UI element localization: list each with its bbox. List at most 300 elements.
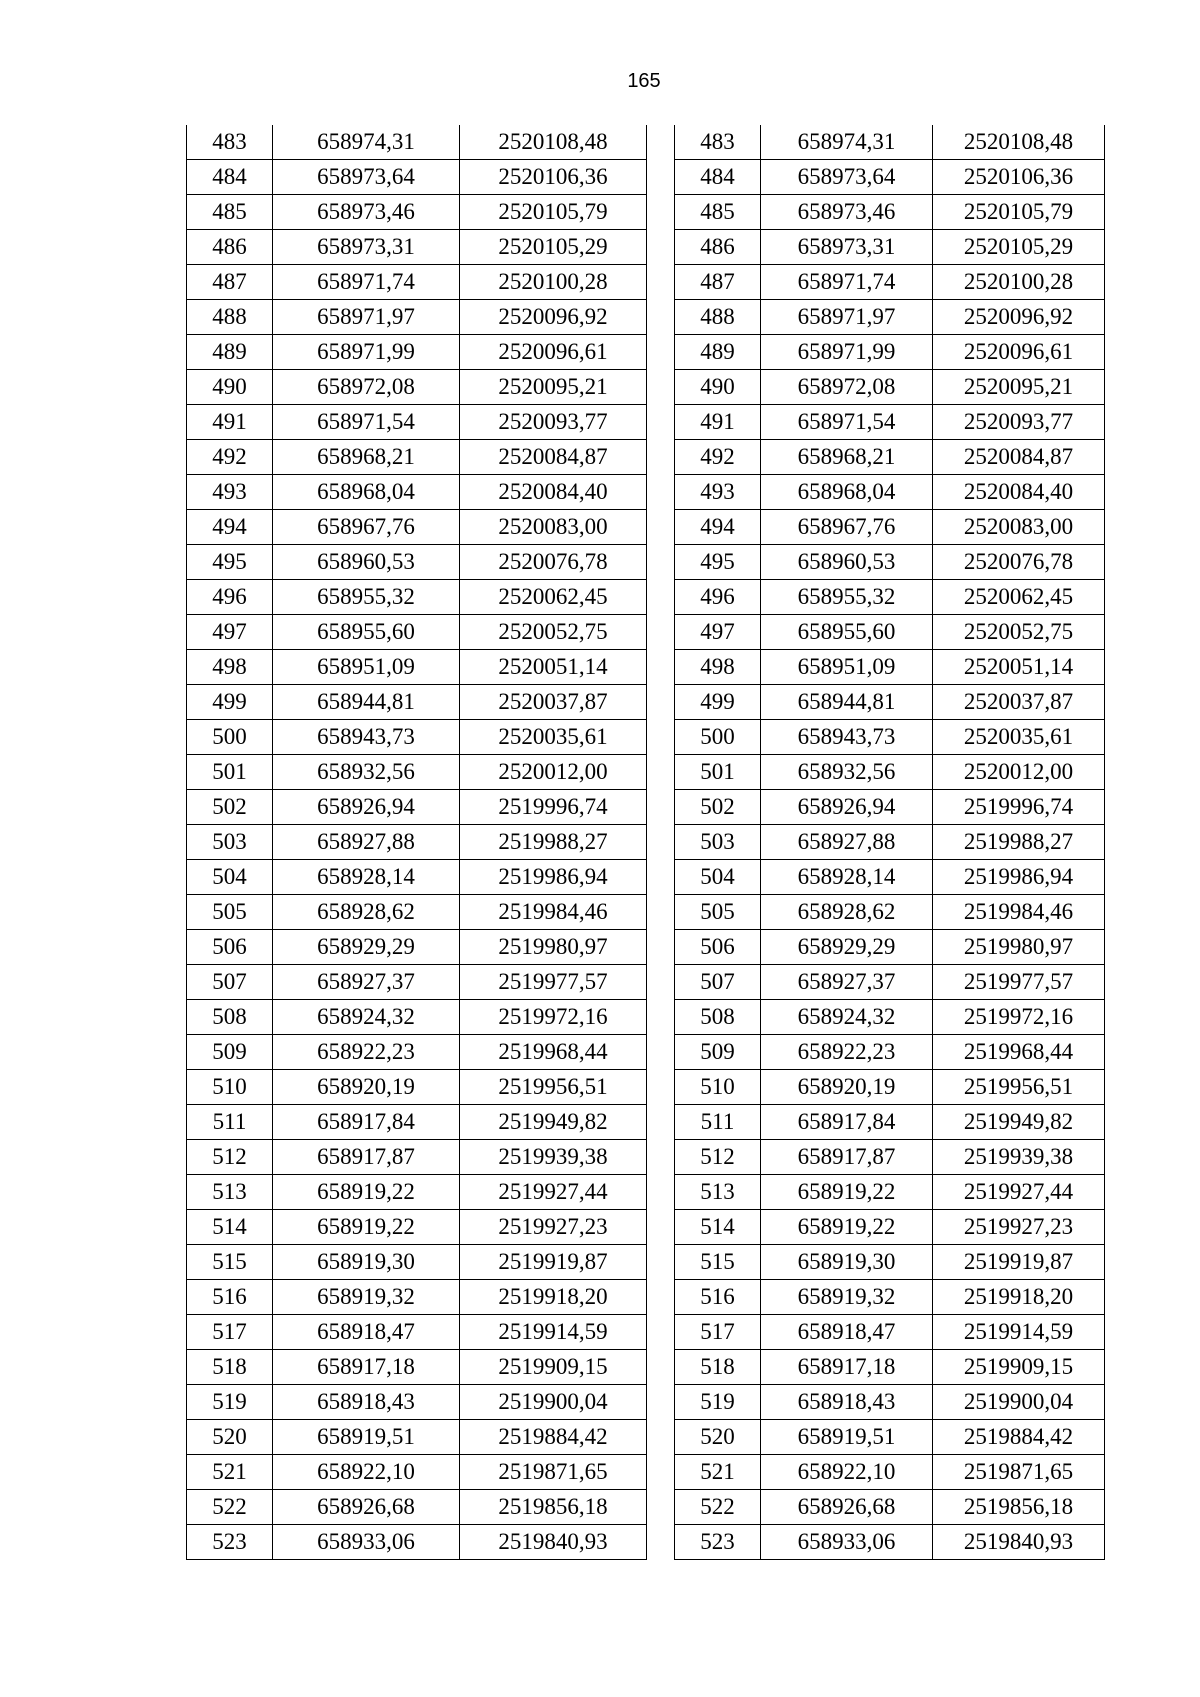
point-number-cell: 501 <box>187 755 273 790</box>
y-coordinate-cell: 2519972,16 <box>460 1000 647 1035</box>
y-coordinate-cell: 2520076,78 <box>460 545 647 580</box>
x-coordinate-cell: 658919,30 <box>761 1245 933 1280</box>
point-number-cell: 511 <box>187 1105 273 1140</box>
point-number-cell: 520 <box>187 1420 273 1455</box>
point-number-cell: 502 <box>187 790 273 825</box>
x-coordinate-cell: 658971,99 <box>761 335 933 370</box>
table-row <box>187 370 647 405</box>
point-number-cell: 518 <box>187 1350 273 1385</box>
y-coordinate-cell: 2519956,51 <box>933 1070 1105 1105</box>
point-number-cell: 512 <box>675 1140 761 1175</box>
x-coordinate-cell: 658926,68 <box>761 1490 933 1525</box>
point-number-cell: 523 <box>187 1525 273 1560</box>
point-number-cell: 515 <box>187 1245 273 1280</box>
y-coordinate-cell: 2520084,40 <box>460 475 647 510</box>
point-number-cell: 488 <box>187 300 273 335</box>
point-number-cell: 492 <box>187 440 273 475</box>
point-number-cell: 483 <box>187 125 273 160</box>
x-coordinate-cell: 658972,08 <box>273 370 460 405</box>
table-row <box>187 685 647 720</box>
table-row <box>187 1280 647 1315</box>
table-row <box>675 1420 1105 1455</box>
point-number-cell: 483 <box>675 125 761 160</box>
table-row <box>187 230 647 265</box>
x-coordinate-cell: 658973,64 <box>761 160 933 195</box>
x-coordinate-cell: 658967,76 <box>273 510 460 545</box>
point-number-cell: 500 <box>187 720 273 755</box>
y-coordinate-cell: 2519884,42 <box>933 1420 1105 1455</box>
x-coordinate-cell: 658917,84 <box>273 1105 460 1140</box>
point-number-cell: 509 <box>187 1035 273 1070</box>
y-coordinate-cell: 2519939,38 <box>460 1140 647 1175</box>
x-coordinate-cell: 658928,14 <box>273 860 460 895</box>
x-coordinate-cell: 658922,10 <box>273 1455 460 1490</box>
x-coordinate-cell: 658919,32 <box>761 1280 933 1315</box>
y-coordinate-cell: 2519871,65 <box>933 1455 1105 1490</box>
y-coordinate-cell: 2519927,23 <box>460 1210 647 1245</box>
y-coordinate-cell: 2519927,44 <box>460 1175 647 1210</box>
table-row <box>675 370 1105 405</box>
point-number-cell: 505 <box>187 895 273 930</box>
y-coordinate-cell: 2519949,82 <box>933 1105 1105 1140</box>
x-coordinate-cell: 658968,04 <box>761 475 933 510</box>
x-coordinate-cell: 658932,56 <box>273 755 460 790</box>
table-row <box>675 790 1105 825</box>
point-number-cell: 490 <box>187 370 273 405</box>
x-coordinate-cell: 658917,18 <box>273 1350 460 1385</box>
y-coordinate-cell: 2520051,14 <box>460 650 647 685</box>
point-number-cell: 514 <box>187 1210 273 1245</box>
point-number-cell: 489 <box>675 335 761 370</box>
y-coordinate-cell: 2519988,27 <box>460 825 647 860</box>
table-row <box>187 825 647 860</box>
x-coordinate-cell: 658971,74 <box>273 265 460 300</box>
table-row <box>675 1245 1105 1280</box>
x-coordinate-cell: 658917,84 <box>761 1105 933 1140</box>
y-coordinate-cell: 2519884,42 <box>460 1420 647 1455</box>
table-row <box>187 265 647 300</box>
table-row <box>187 615 647 650</box>
y-coordinate-cell: 2520083,00 <box>933 510 1105 545</box>
y-coordinate-cell: 2519939,38 <box>933 1140 1105 1175</box>
y-coordinate-cell: 2520106,36 <box>460 160 647 195</box>
x-coordinate-cell: 658973,46 <box>761 195 933 230</box>
table-row <box>675 300 1105 335</box>
point-number-cell: 523 <box>675 1525 761 1560</box>
point-number-cell: 493 <box>675 475 761 510</box>
x-coordinate-cell: 658951,09 <box>273 650 460 685</box>
x-coordinate-cell: 658917,87 <box>761 1140 933 1175</box>
y-coordinate-cell: 2519968,44 <box>933 1035 1105 1070</box>
x-coordinate-cell: 658918,43 <box>761 1385 933 1420</box>
y-coordinate-cell: 2519988,27 <box>933 825 1105 860</box>
point-number-cell: 521 <box>187 1455 273 1490</box>
y-coordinate-cell: 2520052,75 <box>460 615 647 650</box>
y-coordinate-cell: 2520084,87 <box>933 440 1105 475</box>
x-coordinate-cell: 658927,37 <box>273 965 460 1000</box>
x-coordinate-cell: 658971,97 <box>273 300 460 335</box>
table-row <box>187 1245 647 1280</box>
x-coordinate-cell: 658919,22 <box>273 1175 460 1210</box>
table-row <box>187 1140 647 1175</box>
y-coordinate-cell: 2519980,97 <box>933 930 1105 965</box>
x-coordinate-cell: 658929,29 <box>761 930 933 965</box>
table-row <box>675 1000 1105 1035</box>
x-coordinate-cell: 658927,88 <box>761 825 933 860</box>
x-coordinate-cell: 658968,04 <box>273 475 460 510</box>
table-row <box>187 160 647 195</box>
table-row <box>675 580 1105 615</box>
y-coordinate-cell: 2520051,14 <box>933 650 1105 685</box>
y-coordinate-cell: 2520037,87 <box>460 685 647 720</box>
table-row <box>187 1035 647 1070</box>
table-row <box>187 300 647 335</box>
x-coordinate-cell: 658973,64 <box>273 160 460 195</box>
y-coordinate-cell: 2520100,28 <box>933 265 1105 300</box>
y-coordinate-cell: 2519956,51 <box>460 1070 647 1105</box>
y-coordinate-cell: 2519977,57 <box>460 965 647 1000</box>
y-coordinate-cell: 2520076,78 <box>933 545 1105 580</box>
x-coordinate-cell: 658971,54 <box>273 405 460 440</box>
point-number-cell: 503 <box>675 825 761 860</box>
table-row <box>675 1035 1105 1070</box>
y-coordinate-cell: 2519996,74 <box>460 790 647 825</box>
x-coordinate-cell: 658943,73 <box>761 720 933 755</box>
y-coordinate-cell: 2519914,59 <box>933 1315 1105 1350</box>
x-coordinate-cell: 658927,88 <box>273 825 460 860</box>
table-row <box>187 755 647 790</box>
y-coordinate-cell: 2519840,93 <box>460 1525 647 1560</box>
table-row <box>187 405 647 440</box>
x-coordinate-cell: 658926,94 <box>273 790 460 825</box>
x-coordinate-cell: 658944,81 <box>273 685 460 720</box>
point-number-cell: 508 <box>675 1000 761 1035</box>
point-number-cell: 499 <box>187 685 273 720</box>
y-coordinate-cell: 2520012,00 <box>933 755 1105 790</box>
point-number-cell: 498 <box>187 650 273 685</box>
table-row <box>187 650 647 685</box>
point-number-cell: 510 <box>187 1070 273 1105</box>
x-coordinate-cell: 658972,08 <box>761 370 933 405</box>
y-coordinate-cell: 2519909,15 <box>933 1350 1105 1385</box>
point-number-cell: 496 <box>675 580 761 615</box>
x-coordinate-cell: 658926,94 <box>761 790 933 825</box>
x-coordinate-cell: 658918,43 <box>273 1385 460 1420</box>
y-coordinate-cell: 2519977,57 <box>933 965 1105 1000</box>
x-coordinate-cell: 658955,32 <box>761 580 933 615</box>
x-coordinate-cell: 658919,51 <box>273 1420 460 1455</box>
y-coordinate-cell: 2519968,44 <box>460 1035 647 1070</box>
y-coordinate-cell: 2519919,87 <box>933 1245 1105 1280</box>
y-coordinate-cell: 2520084,87 <box>460 440 647 475</box>
y-coordinate-cell: 2520096,61 <box>933 335 1105 370</box>
x-coordinate-cell: 658927,37 <box>761 965 933 1000</box>
table-row <box>675 650 1105 685</box>
table-row <box>675 1280 1105 1315</box>
table-row <box>675 265 1105 300</box>
point-number-cell: 502 <box>675 790 761 825</box>
point-number-cell: 487 <box>187 265 273 300</box>
table-row <box>187 125 647 160</box>
table-row <box>675 125 1105 160</box>
y-coordinate-cell: 2519919,87 <box>460 1245 647 1280</box>
x-coordinate-cell: 658920,19 <box>761 1070 933 1105</box>
y-coordinate-cell: 2519840,93 <box>933 1525 1105 1560</box>
table-row <box>187 440 647 475</box>
point-number-cell: 491 <box>675 405 761 440</box>
x-coordinate-cell: 658974,31 <box>273 125 460 160</box>
table-row <box>187 335 647 370</box>
table-row <box>675 475 1105 510</box>
x-coordinate-cell: 658919,51 <box>761 1420 933 1455</box>
table-row <box>675 510 1105 545</box>
point-number-cell: 487 <box>675 265 761 300</box>
point-number-cell: 501 <box>675 755 761 790</box>
y-coordinate-cell: 2520037,87 <box>933 685 1105 720</box>
point-number-cell: 507 <box>675 965 761 1000</box>
table-row <box>675 195 1105 230</box>
x-coordinate-cell: 658971,99 <box>273 335 460 370</box>
table-row <box>675 1490 1105 1525</box>
x-coordinate-cell: 658919,32 <box>273 1280 460 1315</box>
table-row <box>187 1350 647 1385</box>
table-row <box>675 615 1105 650</box>
table-row <box>675 1525 1105 1560</box>
table-row <box>187 1455 647 1490</box>
x-coordinate-cell: 658922,10 <box>761 1455 933 1490</box>
table-row <box>675 230 1105 265</box>
x-coordinate-cell: 658926,68 <box>273 1490 460 1525</box>
table-row <box>675 1105 1105 1140</box>
point-number-cell: 503 <box>187 825 273 860</box>
point-number-cell: 486 <box>187 230 273 265</box>
point-number-cell: 492 <box>675 440 761 475</box>
y-coordinate-cell: 2519996,74 <box>933 790 1105 825</box>
y-coordinate-cell: 2520105,79 <box>933 195 1105 230</box>
point-number-cell: 512 <box>187 1140 273 1175</box>
table-row <box>675 1385 1105 1420</box>
point-number-cell: 488 <box>675 300 761 335</box>
y-coordinate-cell: 2520108,48 <box>933 125 1105 160</box>
table-row <box>187 510 647 545</box>
table-row <box>675 1455 1105 1490</box>
table-row <box>187 1070 647 1105</box>
y-coordinate-cell: 2519900,04 <box>933 1385 1105 1420</box>
point-number-cell: 518 <box>675 1350 761 1385</box>
point-number-cell: 485 <box>675 195 761 230</box>
table-row <box>187 545 647 580</box>
point-number-cell: 495 <box>187 545 273 580</box>
x-coordinate-cell: 658922,23 <box>761 1035 933 1070</box>
table-row <box>187 1000 647 1035</box>
point-number-cell: 509 <box>675 1035 761 1070</box>
point-number-cell: 490 <box>675 370 761 405</box>
x-coordinate-cell: 658929,29 <box>273 930 460 965</box>
point-number-cell: 493 <box>187 475 273 510</box>
coordinates-table-left <box>186 125 647 1560</box>
point-number-cell: 507 <box>187 965 273 1000</box>
y-coordinate-cell: 2520105,29 <box>933 230 1105 265</box>
table-row <box>187 895 647 930</box>
table-row <box>187 1490 647 1525</box>
point-number-cell: 489 <box>187 335 273 370</box>
table-row <box>675 405 1105 440</box>
point-number-cell: 494 <box>187 510 273 545</box>
table-row <box>675 965 1105 1000</box>
table-row <box>187 965 647 1000</box>
point-number-cell: 521 <box>675 1455 761 1490</box>
x-coordinate-cell: 658924,32 <box>273 1000 460 1035</box>
x-coordinate-cell: 658920,19 <box>273 1070 460 1105</box>
table-row <box>187 1175 647 1210</box>
y-coordinate-cell: 2520093,77 <box>460 405 647 440</box>
y-coordinate-cell: 2519856,18 <box>933 1490 1105 1525</box>
x-coordinate-cell: 658924,32 <box>761 1000 933 1035</box>
x-coordinate-cell: 658944,81 <box>761 685 933 720</box>
table-row <box>675 335 1105 370</box>
table-row <box>187 475 647 510</box>
y-coordinate-cell: 2519986,94 <box>933 860 1105 895</box>
point-number-cell: 514 <box>675 1210 761 1245</box>
x-coordinate-cell: 658919,22 <box>273 1210 460 1245</box>
x-coordinate-cell: 658933,06 <box>761 1525 933 1560</box>
point-number-cell: 499 <box>675 685 761 720</box>
y-coordinate-cell: 2519972,16 <box>933 1000 1105 1035</box>
y-coordinate-cell: 2519980,97 <box>460 930 647 965</box>
y-coordinate-cell: 2519986,94 <box>460 860 647 895</box>
table-row <box>187 1420 647 1455</box>
x-coordinate-cell: 658960,53 <box>273 545 460 580</box>
table-row <box>675 440 1105 475</box>
table-row <box>675 1140 1105 1175</box>
table-row <box>187 1385 647 1420</box>
point-number-cell: 508 <box>187 1000 273 1035</box>
y-coordinate-cell: 2519927,44 <box>933 1175 1105 1210</box>
x-coordinate-cell: 658968,21 <box>273 440 460 475</box>
x-coordinate-cell: 658955,60 <box>273 615 460 650</box>
table-row <box>675 930 1105 965</box>
y-coordinate-cell: 2520105,29 <box>460 230 647 265</box>
point-number-cell: 513 <box>675 1175 761 1210</box>
y-coordinate-cell: 2519909,15 <box>460 1350 647 1385</box>
x-coordinate-cell: 658967,76 <box>761 510 933 545</box>
y-coordinate-cell: 2520084,40 <box>933 475 1105 510</box>
x-coordinate-cell: 658973,31 <box>273 230 460 265</box>
point-number-cell: 504 <box>675 860 761 895</box>
x-coordinate-cell: 658917,87 <box>273 1140 460 1175</box>
point-number-cell: 511 <box>675 1105 761 1140</box>
x-coordinate-cell: 658919,22 <box>761 1210 933 1245</box>
point-number-cell: 506 <box>675 930 761 965</box>
table-row <box>187 580 647 615</box>
table-row <box>187 1105 647 1140</box>
table-row <box>675 1315 1105 1350</box>
point-number-cell: 506 <box>187 930 273 965</box>
table-row <box>675 755 1105 790</box>
x-coordinate-cell: 658955,32 <box>273 580 460 615</box>
y-coordinate-cell: 2519927,23 <box>933 1210 1105 1245</box>
y-coordinate-cell: 2520100,28 <box>460 265 647 300</box>
x-coordinate-cell: 658973,46 <box>273 195 460 230</box>
y-coordinate-cell: 2520035,61 <box>933 720 1105 755</box>
point-number-cell: 484 <box>675 160 761 195</box>
point-number-cell: 515 <box>675 1245 761 1280</box>
y-coordinate-cell: 2519918,20 <box>933 1280 1105 1315</box>
page-number: 165 <box>627 70 661 92</box>
x-coordinate-cell: 658968,21 <box>761 440 933 475</box>
x-coordinate-cell: 658971,54 <box>761 405 933 440</box>
table-row <box>675 895 1105 930</box>
x-coordinate-cell: 658951,09 <box>761 650 933 685</box>
point-number-cell: 484 <box>187 160 273 195</box>
y-coordinate-cell: 2520035,61 <box>460 720 647 755</box>
point-number-cell: 505 <box>675 895 761 930</box>
x-coordinate-cell: 658919,30 <box>273 1245 460 1280</box>
y-coordinate-cell: 2520095,21 <box>933 370 1105 405</box>
point-number-cell: 522 <box>675 1490 761 1525</box>
table-row <box>675 1070 1105 1105</box>
point-number-cell: 504 <box>187 860 273 895</box>
y-coordinate-cell: 2520096,61 <box>460 335 647 370</box>
x-coordinate-cell: 658919,22 <box>761 1175 933 1210</box>
table-row <box>187 1315 647 1350</box>
y-coordinate-cell: 2520062,45 <box>933 580 1105 615</box>
table-row <box>187 1525 647 1560</box>
x-coordinate-cell: 658933,06 <box>273 1525 460 1560</box>
x-coordinate-cell: 658955,60 <box>761 615 933 650</box>
y-coordinate-cell: 2520012,00 <box>460 755 647 790</box>
x-coordinate-cell: 658943,73 <box>273 720 460 755</box>
point-number-cell: 491 <box>187 405 273 440</box>
table-row <box>675 860 1105 895</box>
x-coordinate-cell: 658974,31 <box>761 125 933 160</box>
y-coordinate-cell: 2519918,20 <box>460 1280 647 1315</box>
y-coordinate-cell: 2520062,45 <box>460 580 647 615</box>
table-row <box>675 160 1105 195</box>
table-row <box>675 685 1105 720</box>
table-row <box>187 790 647 825</box>
y-coordinate-cell: 2520108,48 <box>460 125 647 160</box>
y-coordinate-cell: 2520105,79 <box>460 195 647 230</box>
point-number-cell: 500 <box>675 720 761 755</box>
point-number-cell: 517 <box>187 1315 273 1350</box>
x-coordinate-cell: 658971,97 <box>761 300 933 335</box>
x-coordinate-cell: 658917,18 <box>761 1350 933 1385</box>
coordinates-table-right <box>674 125 1105 1560</box>
table-row <box>187 930 647 965</box>
y-coordinate-cell: 2519856,18 <box>460 1490 647 1525</box>
point-number-cell: 517 <box>675 1315 761 1350</box>
point-number-cell: 486 <box>675 230 761 265</box>
point-number-cell: 519 <box>675 1385 761 1420</box>
y-coordinate-cell: 2519871,65 <box>460 1455 647 1490</box>
x-coordinate-cell: 658922,23 <box>273 1035 460 1070</box>
y-coordinate-cell: 2519900,04 <box>460 1385 647 1420</box>
table-row <box>675 825 1105 860</box>
point-number-cell: 516 <box>675 1280 761 1315</box>
table-row <box>187 1210 647 1245</box>
point-number-cell: 516 <box>187 1280 273 1315</box>
y-coordinate-cell: 2520096,92 <box>460 300 647 335</box>
point-number-cell: 497 <box>675 615 761 650</box>
table-row <box>187 195 647 230</box>
point-number-cell: 520 <box>675 1420 761 1455</box>
point-number-cell: 519 <box>187 1385 273 1420</box>
table-row <box>675 720 1105 755</box>
y-coordinate-cell: 2520106,36 <box>933 160 1105 195</box>
point-number-cell: 485 <box>187 195 273 230</box>
x-coordinate-cell: 658973,31 <box>761 230 933 265</box>
